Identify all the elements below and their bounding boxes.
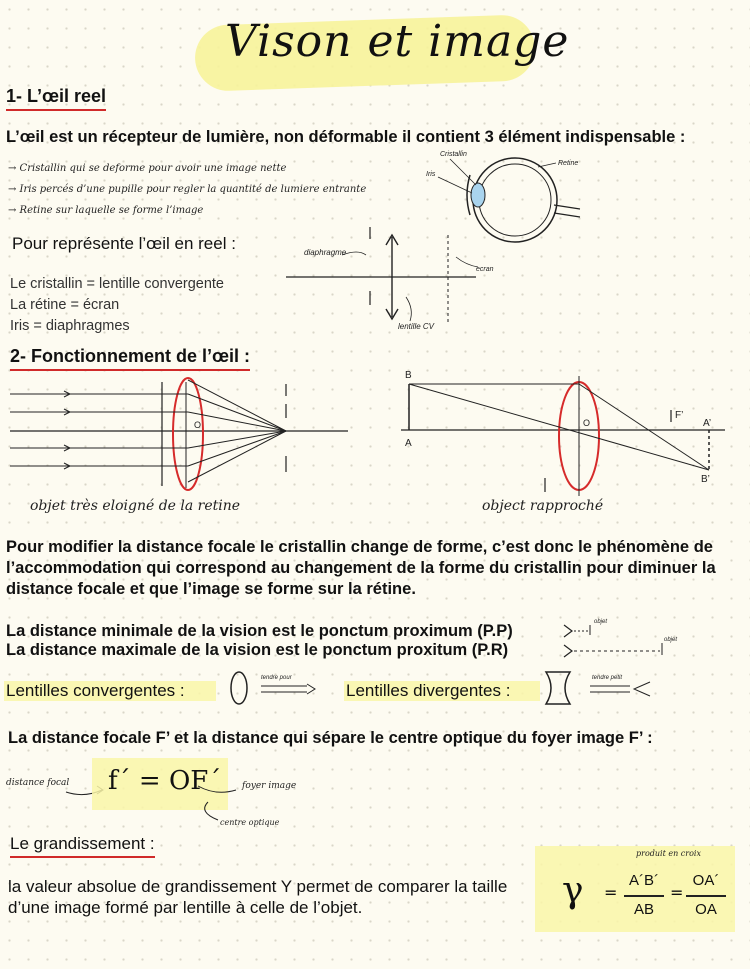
focal-formula: f´ = OF´ — [108, 766, 222, 796]
conv-arrow — [307, 684, 315, 694]
label-ecran: ecran — [476, 266, 494, 273]
lens — [471, 183, 485, 207]
pp-objet-label: objet — [594, 619, 608, 625]
grandissement-text: la valeur absolue de grandissement Y permet de comparer la taille d’une image formé par lentille à celle de l’objet. — [8, 877, 508, 917]
foyer-pointer — [198, 786, 236, 792]
div-lens-shape — [546, 672, 570, 704]
near-label-b: B — [405, 370, 412, 381]
near-label-f: F’ — [675, 410, 684, 421]
conv-heading: Lentilles convergentes : — [6, 681, 185, 700]
centre-label: centre optique — [220, 818, 280, 827]
produit-label: produit en croix — [636, 849, 701, 858]
title-block — [195, 6, 570, 90]
conv-note: tendre pour — [261, 675, 292, 681]
near-object-diagram — [395, 366, 730, 506]
eye-label-cristallin: Cristallin — [440, 151, 467, 158]
near-label-o: O — [583, 418, 591, 428]
accommodation-text: Pour modifier la distance focale le cristallin change de forme, c’est donc le phénomène de l’accommodation qui correspond au changement de la forme du cristallin pour diminuer la distance focale et que l’image se forme sur la rétine. — [6, 538, 716, 598]
item-cristallin: → Cristallin qui se deforme pour avoir une image nette — [8, 163, 287, 174]
foyer-label: foyer image — [242, 781, 297, 791]
label-line-cristallin — [450, 159, 476, 185]
frac1-line — [624, 895, 664, 897]
near-label-a2: A’ — [703, 418, 712, 429]
pr-eye — [564, 645, 572, 657]
lens-pointer — [406, 297, 411, 321]
represent-heading: Pour représente l’œil en reel : — [12, 234, 236, 253]
conv-lens-shape — [231, 672, 247, 704]
equiv-cristallin: Le cristallin = lentille convergente — [10, 276, 224, 292]
gamma-symbol: γ — [562, 870, 584, 911]
eye-intro: L’œil est un récepteur de lumière, non déformable il contient 3 élément indispensable : — [6, 128, 686, 146]
equals-1: = — [604, 883, 618, 902]
label-diaphragme: diaphragme — [304, 248, 347, 257]
ponctum-proximum: La distance minimale de la vision est le ponctum proximum (P.P) — [6, 622, 513, 640]
near-label-a: A — [405, 438, 412, 449]
focal-note: distance focal — [6, 778, 70, 788]
equiv-retine: La rétine = écran — [10, 297, 120, 313]
cornea — [467, 175, 470, 215]
equals-2: = — [670, 883, 684, 902]
screen-pointer — [456, 257, 478, 267]
pr-objet-label: objet — [664, 637, 678, 643]
far-lens — [173, 378, 203, 490]
section-2-heading: 2- Fonctionnement de l’œil : — [10, 346, 250, 371]
focal-definition: La distance focale F’ et la distance qui sépare le centre optique du foyer image F’ : — [8, 729, 653, 747]
caption-near: object rapproché — [482, 498, 604, 514]
optic-nerve — [554, 205, 580, 217]
section-3-heading: Le grandissement : — [10, 834, 155, 858]
div-lens-sketch — [540, 668, 665, 708]
div-heading: Lentilles divergentes : — [346, 681, 511, 700]
label-line-retine — [538, 163, 556, 167]
near-ray-center — [409, 384, 712, 470]
frac2-line — [686, 895, 726, 897]
page-title: Vison et image — [225, 16, 570, 67]
label-line-iris — [438, 177, 472, 193]
frac2-num: OA´ — [692, 872, 720, 889]
eye-model-diagram — [280, 225, 510, 340]
far-label-o: O — [194, 420, 202, 430]
label-lentille: lentille CV — [398, 322, 435, 331]
section-1-heading: 1- L’œil reel — [6, 86, 106, 111]
eye-label-retine: Retine — [558, 160, 579, 167]
frac1-den: AB — [633, 901, 654, 918]
conv-lens-sketch — [225, 668, 325, 708]
far-object-diagram — [8, 376, 353, 496]
near-label-b2: B’ — [701, 474, 710, 485]
frac1-num: A´B´ — [629, 872, 659, 889]
caption-far: objet très eloigné de la retine — [30, 498, 241, 514]
div-note: tendre petit — [592, 675, 623, 681]
pp-eye — [564, 625, 572, 637]
pp-pr-sketch — [560, 613, 690, 661]
ponctum-remotum: La distance maximale de la vision est le ponctum proxitum (P.R) — [6, 641, 509, 659]
eye-label-iris: Iris — [426, 171, 436, 178]
item-iris: → Iris percés d’une pupille pour regler la quantité de lumiere entrante — [8, 184, 367, 195]
equiv-iris: Iris = diaphragmes — [10, 318, 130, 334]
frac2-den: OA — [695, 901, 717, 918]
div-arrow — [634, 682, 650, 696]
centre-pointer — [205, 802, 218, 820]
item-retine: → Retine sur laquelle se forme l’image — [8, 205, 204, 216]
